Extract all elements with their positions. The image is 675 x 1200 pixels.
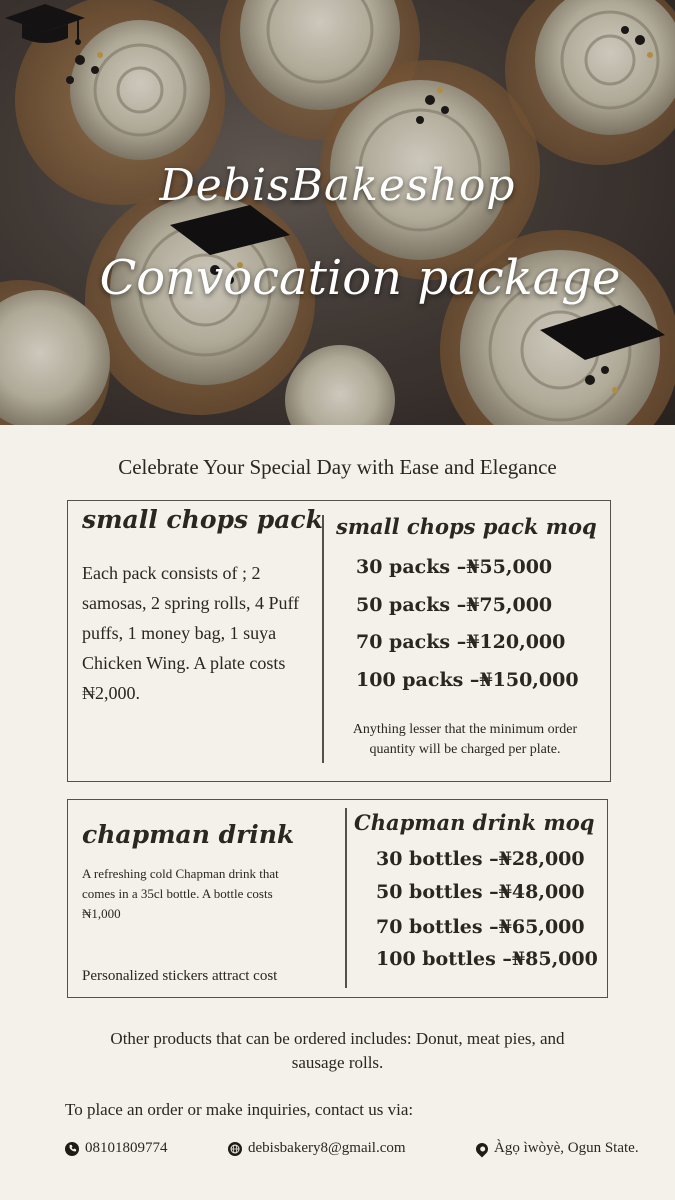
- small-chops-price-70: 70 packs –₦120,000: [356, 631, 566, 653]
- small-chops-price-50: 50 packs –₦75,000: [356, 594, 553, 616]
- small-chops-description: Each pack consists of ; 2 samosas, 2 spring rolls, 4 Puff puffs, 1 money bag, 1 suya Chicken Wing. A plate costs ₦2,000.: [82, 563, 300, 703]
- small-chops-price-30: 30 packs –₦55,000: [356, 556, 553, 578]
- chapman-price-70: 70 bottles –₦65,000: [376, 916, 585, 938]
- graduation-cap-icon: [0, 0, 90, 55]
- contact-email[interactable]: [228, 1140, 406, 1157]
- email-address: debisbakery8@gmail.com: [248, 1140, 406, 1156]
- chapman-moq-title: Chapman drink moq: [354, 810, 595, 835]
- chapman-title: chapman drink: [82, 820, 295, 849]
- chapman-divider: [345, 808, 347, 988]
- small-chops-divider: [322, 515, 324, 763]
- small-chops-moq-note: Anything lesser that the minimum order quantity will be charged per plate.: [352, 722, 578, 757]
- package-title: Convocation package: [99, 250, 621, 306]
- phone-number: 08101809774: [85, 1140, 168, 1156]
- phone-icon: [65, 1142, 79, 1156]
- contact-location[interactable]: [476, 1140, 639, 1157]
- small-chops-title: small chops pack: [82, 505, 323, 534]
- cupcakes-illustration: [0, 0, 675, 425]
- chapman-price-100: 100 bottles –₦85,000: [376, 948, 598, 970]
- other-products-text: Other products that can be ordered includes: Donut, meat pies, and sausage rolls.: [110, 1029, 565, 1072]
- contact-phone[interactable]: [65, 1140, 168, 1157]
- location-pin-icon: [474, 1140, 491, 1157]
- chapman-description: A refreshing cold Chapman drink that comes in a 35cl bottle. A bottle costs ₦1,000: [82, 866, 279, 921]
- sticker-note: Personalized stickers attract cost: [82, 968, 278, 984]
- contact-intro: To place an order or make inquiries, contact us via:: [65, 1100, 414, 1119]
- chapman-price-30: 30 bottles –₦28,000: [376, 848, 585, 870]
- small-chops-price-100: 100 packs –₦150,000: [356, 669, 579, 691]
- globe-icon: [228, 1142, 242, 1156]
- brand-name: DebisBakeshop: [159, 160, 516, 211]
- chapman-price-50: 50 bottles –₦48,000: [376, 881, 585, 903]
- small-chops-moq-title: small chops pack moq: [336, 514, 597, 539]
- location-text: Àgọ ìwòyè, Ogun State.: [494, 1140, 639, 1156]
- hero-image: [0, 0, 675, 425]
- tagline: Celebrate Your Special Day with Ease and Elegance: [118, 455, 557, 479]
